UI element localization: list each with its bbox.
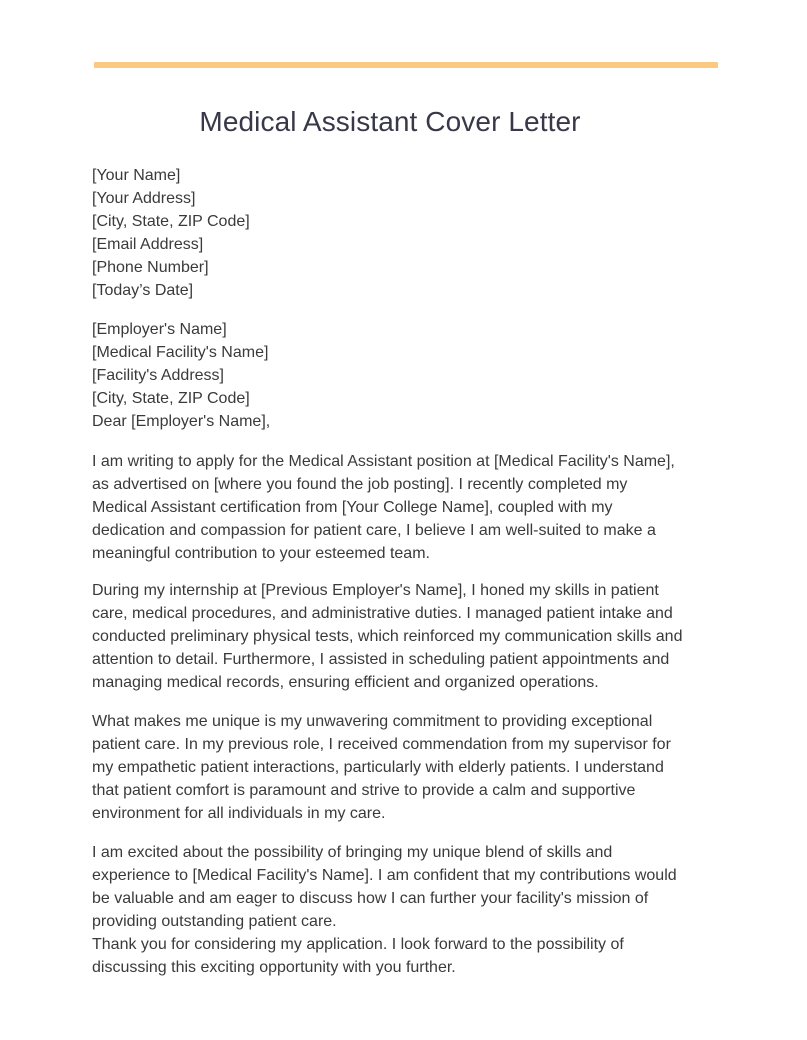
paragraph-line: environment for all individuals in my care.: [92, 805, 386, 822]
paragraph-line: discussing this exciting opportunity with you further.: [92, 959, 456, 976]
facility-name: [Medical Facility's Name]: [92, 344, 269, 361]
top-accent-rule: [94, 62, 718, 68]
paragraph-experience: [92, 579, 732, 694]
facility-address: [Facility's Address]: [92, 367, 224, 384]
paragraph-line: managing medical records, ensuring efficient and organized operations.: [92, 674, 599, 691]
sender-address: [Your Address]: [92, 190, 196, 207]
paragraph-line: I am writing to apply for the Medical Assistant position at [Medical Facility's Name],: [92, 453, 675, 470]
page-title: Medical Assistant Cover Letter: [199, 106, 581, 137]
paragraph-closing: [92, 841, 732, 979]
sender-address-block: [92, 164, 732, 302]
paragraph-line: experience to [Medical Facility's Name]. I am confident that my contributions would: [92, 867, 677, 884]
paragraph-line: patient care. In my previous role, I received commendation from my supervisor for: [92, 736, 671, 753]
recipient-address-block: [92, 318, 732, 433]
employer-name: [Employer's Name]: [92, 321, 227, 338]
sender-name: [Your Name]: [92, 167, 181, 184]
paragraph-line: care, medical procedures, and administrative duties. I managed patient intake and: [92, 605, 673, 622]
salutation: Dear [Employer's Name],: [92, 413, 271, 430]
paragraph-line: During my internship at [Previous Employer's Name], I honed my skills in patient: [92, 582, 659, 599]
paragraph-line: that patient comfort is paramount and strive to provide a calm and supportive: [92, 782, 636, 799]
sender-email: [Email Address]: [92, 236, 204, 253]
paragraph-line: dedication and compassion for patient care, I believe I am well-suited to make a: [92, 522, 656, 539]
paragraph-line: Thank you for considering my application. I look forward to the possibility of: [92, 936, 624, 953]
paragraph-introduction: [92, 450, 732, 565]
paragraph-line: conducted preliminary physical tests, which reinforced my communication skills and: [92, 628, 683, 645]
paragraph-line: be valuable and am eager to discuss how I can further your facility's mission of: [92, 890, 649, 907]
letter-date: [Today’s Date]: [92, 282, 194, 299]
paragraph-line: meaningful contribution to your esteemed team.: [92, 545, 430, 562]
sender-city-state-zip: [City, State, ZIP Code]: [92, 213, 250, 230]
paragraph-line: attention to detail. Furthermore, I assisted in scheduling patient appointments and: [92, 651, 670, 668]
sender-phone: [Phone Number]: [92, 259, 209, 276]
paragraph-line: I am excited about the possibility of bringing my unique blend of skills and: [92, 844, 613, 861]
paragraph-line: as advertised on [where you found the job posting]. I recently completed my: [92, 476, 628, 493]
paragraph-line: providing outstanding patient care.: [92, 913, 337, 930]
recipient-city-state-zip: [City, State, ZIP Code]: [92, 390, 250, 407]
paragraph-line: my empathetic patient interactions, particularly with elderly patients. I understand: [92, 759, 664, 776]
paragraph-unique-qualities: [92, 710, 732, 825]
paragraph-line: What makes me unique is my unwavering commitment to providing exceptional: [92, 713, 653, 730]
paragraph-line: Medical Assistant certification from [Your College Name], coupled with my: [92, 499, 613, 516]
